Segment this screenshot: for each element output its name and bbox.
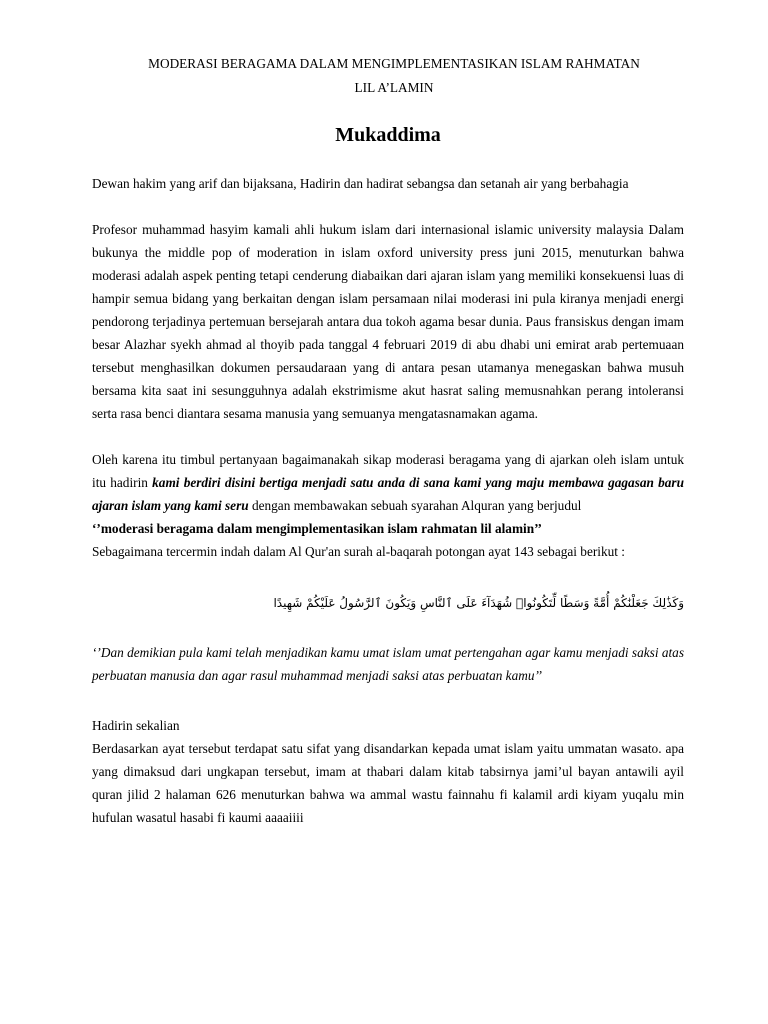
background-paragraph: Profesor muhammad hasyim kamali ahli hukum islam dari internasional islamic university malaysia Dalam bukunya the middle pop of moderation in islam oxford university press juni 2015, menuturkan bahwa moderasi adalah aspek penting tetapi cenderung diabaikan dari ajaran islam yang memiliki konsekuensi luas di hampir semua bidang yang berkaitan dengan islam persamaan nilai moderasi ini pula kiranya menjadi energi pendorong terjadinya pertemuan bersejarah antara dua tokoh agama besar dunia. Paus fransiskus dengan imam besar Alazhar syekh ahmad al thoyib pada tanggal 4 februari 2019 di abu dhabi uni emirat arab pertemuaan tersebut menghasilkan dokumen persaudaraan yang di antara pesan utamanya menegaskan bahwa musuh bersama kita saat ini sesungguhnya adalah ekstrimisme akut hasrat saling memusnahkan perang intoleransi serta rasa benci diantara sesama manusia yang semuanya mengatasnamakan agama.: [92, 222, 684, 421]
question-text-emphasis: kami berdiri disini bertiga menjadi satu anda di sana kami yang maju membawa gagasan baru ajaran islam yang kami seru: [92, 475, 684, 513]
document-title: [92, 52, 696, 100]
question-text-start: Oleh karena itu timbul pertanyaan bagaimanakah sikap moderasi beragama yang di ajarkan oleh islam untuk itu hadirin: [92, 452, 684, 490]
question-paragraph: [92, 448, 684, 517]
opening-paragraph: Dewan hakim yang arif dan bijaksana, Hadirin dan hadirat sebangsa dan setanah air yang berbahagia: [92, 176, 629, 191]
theme-line: ‘’moderasi beragama dalam mengimplementasikan islam rahmatan lil alamin’’: [92, 521, 542, 536]
verse-translation: ‘’Dan demikian pula kami telah menjadikan kamu umat islam umat pertengahan agar kamu menjadi saksi atas perbuatan manusia dan agar rasul muhammad menjadi saksi atas perbuatan kamu’’: [92, 645, 685, 683]
question-text-end: dengan membawakan sebuah syarahan Alquran yang berjudul: [248, 498, 582, 513]
title-line-2: LIL A’LAMIN: [354, 80, 434, 95]
title-line-1: MODERASI BERAGAMA DALAM MENGIMPLEMENTASIKAN ISLAM RAHMATAN: [148, 56, 640, 71]
section-heading: Mukaddima: [335, 124, 441, 146]
explanation-paragraph: Berdasarkan ayat tersebut terdapat satu sifat yang disandarkan kepada umat islam yaitu ummatan wasato. apa yang dimaksud dari ungkapan tersebut, imam at thabari dalam kitab tabsirnya jami’ul bayan antawili ayil quran jilid 2 halaman 626 menuturkan bahwa wa ammal wastu fainnahu fi kalamil ardi kiyam yuqalu min hufulan wasatul hasabi fi kaumi aaaaiiii: [92, 741, 684, 825]
arabic-verse: وَكَذَٰلِكَ جَعَلْنَٰكُمْ أُمَّةً وَسَطًا لِّتَكُونُوا۟ شُهَدَآءَ عَلَى ٱلنَّاسِ وَيَكُونَ ٱلرَّسُولُ عَلَيْكُمْ شَهِيدًا: [273, 596, 684, 610]
greeting-line: Hadirin sekalian: [92, 718, 180, 733]
verse-intro-paragraph: Sebagaimana tercermin indah dalam Al Qur'an surah al-baqarah potongan ayat 143 sebagai berikut :: [92, 544, 625, 559]
